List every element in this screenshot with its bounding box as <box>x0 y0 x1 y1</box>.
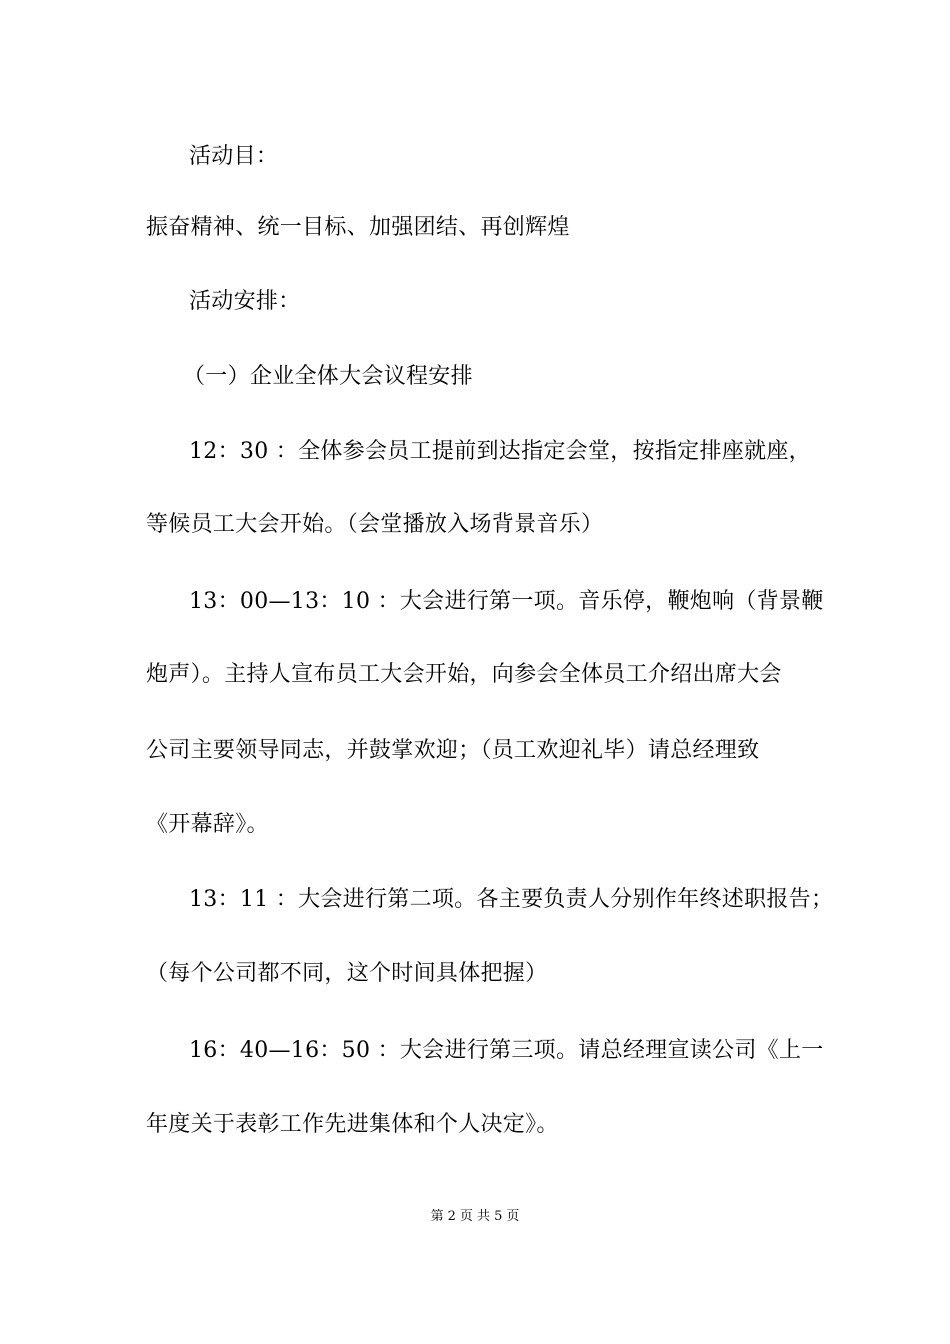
paragraph-line: 《开幕辞》。 <box>146 812 269 837</box>
section-heading-agenda: （一）企业全体大会议程安排 <box>183 364 473 389</box>
footer-prefix: 第 <box>430 1209 444 1224</box>
footer-suffix: 页 <box>506 1209 520 1224</box>
paragraph-line: 公司主要领导同志，并鼓掌欢迎；（员工欢迎礼毕）请总经理致 <box>146 738 760 763</box>
paragraph-line: 年度关于表彰工作先进集体和个人决定》。 <box>146 1112 559 1137</box>
paragraph-line: 12：30 ：全体参会员工提前到达指定会堂，按指定排座就座， <box>189 439 811 464</box>
activity-goal-text: 振奋精神、统一目标、加强团结、再创辉煌 <box>146 215 570 240</box>
paragraph-line: 13：11 ：大会进行第二项。各主要负责人分别作年终述职报告； <box>189 887 834 912</box>
paragraph-line: 16：40—16：50 ：大会进行第三项。请总经理宣读公司《上一 <box>189 1038 824 1063</box>
paragraph-line: （每个公司都不同，这个时间具体把握） <box>146 961 548 986</box>
footer-total-pages: 5 <box>494 1209 503 1224</box>
paragraph-line: 13：00—13：10 ：大会进行第一项。音乐停，鞭炮响（背景鞭 <box>189 589 824 614</box>
footer-current-page: 2 <box>447 1209 456 1224</box>
heading-activity-arrangement: 活动安排： <box>189 289 301 314</box>
paragraph-line: 等候员工大会开始。（会堂播放入场背景音乐） <box>146 512 604 537</box>
page-footer <box>0 1207 950 1227</box>
heading-activity-goal: 活动目： <box>189 144 279 169</box>
paragraph-line: 炮声）。主持人宣布员工大会开始，向参会全体员工介绍出席大会 <box>146 662 782 687</box>
footer-middle: 页 共 <box>459 1209 491 1224</box>
